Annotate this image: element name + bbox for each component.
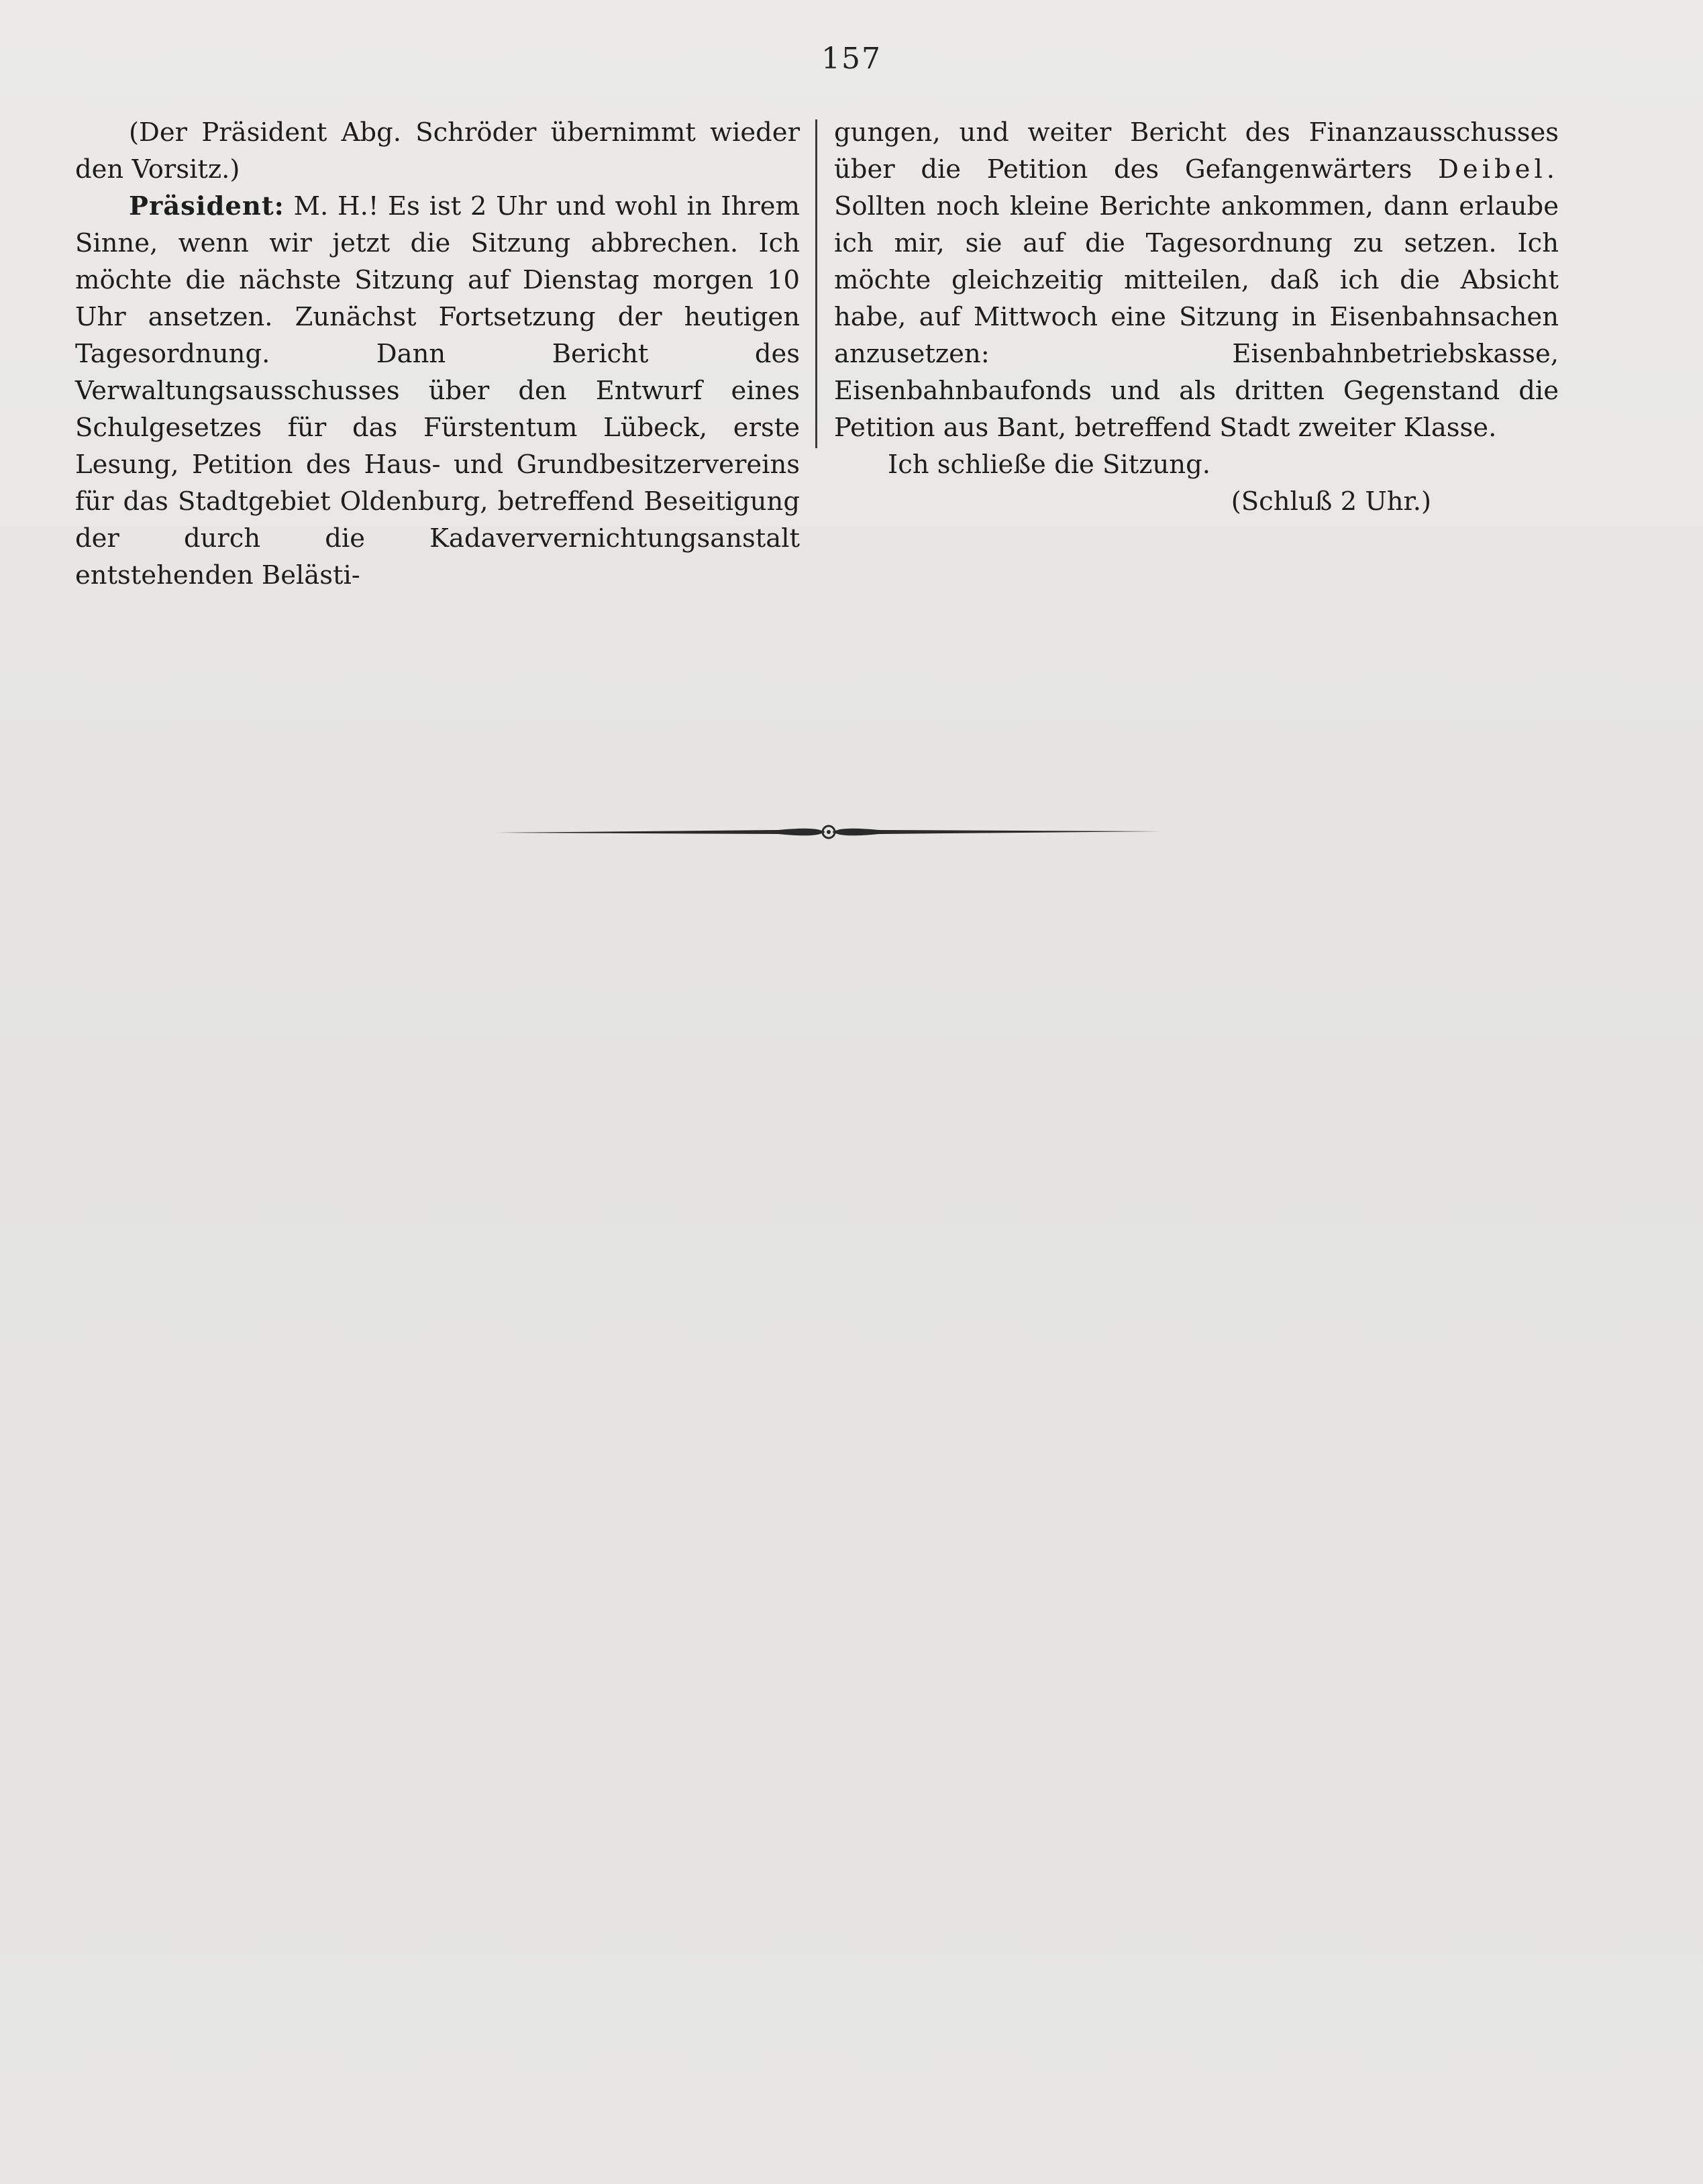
president-speech xyxy=(75,188,800,594)
left-column xyxy=(75,114,800,590)
column-divider xyxy=(815,119,817,448)
page-number: 157 xyxy=(821,42,882,76)
speech-text-rest: Sollten noch kleine Berichte ankommen, dann erlaube ich mir, sie auf die Tagesordnung zu setzen. Ich möchte gleichzeitig mitteilen, daß ich die Absicht habe, auf Mittwoch eine Sitzung in Eisenbahnsachen anzusetzen: Eisenbahnbetriebskasse, Eisenbahnbaufonds und als dritten Gegenstand die Petition aus Bant, betreffend Stadt zweiter Klasse. xyxy=(834,191,1559,443)
session-end-note: (Schluß 2 Uhr.) xyxy=(1231,486,1431,517)
speech-text-continued: gungen, und weiter Bericht des Finanzausschusses über die Petition des Gefangenwärters xyxy=(834,117,1559,185)
ornament-divider xyxy=(497,815,1161,849)
speaker-label: Präsident: xyxy=(129,191,285,221)
chair-change-note: (Der Präsident Abg. Schröder übernimmt wieder den Vorsitz.) xyxy=(75,117,800,185)
closing-statement: Ich schließe die Sitzung. xyxy=(888,450,1210,480)
petitioner-name: Deibel. xyxy=(1438,154,1559,185)
speech-continuation xyxy=(834,114,1559,446)
speech-text: M. H.! Es ist 2 Uhr und wohl in Ihrem Sinne, wenn wir jetzt die Sitzung abbrechen. Ich möchte die nächste Sitzung auf Dienstag morgen 10 Uhr ansetzen. Zunächst Fortsetzung der heutigen Tagesordnung. Dann Bericht des Verwaltungsausschusses über den Entwurf eines Schulgesetzes für das Fürstentum Lübeck, erste Lesung, Petition des Haus- und Grundbesitzervereins für das Stadtgebiet Oldenburg, betreffend Beseitigung der durch die Kadaververnichtungsanstalt entstehenden Belästi- xyxy=(75,191,800,590)
right-column xyxy=(834,114,1559,520)
